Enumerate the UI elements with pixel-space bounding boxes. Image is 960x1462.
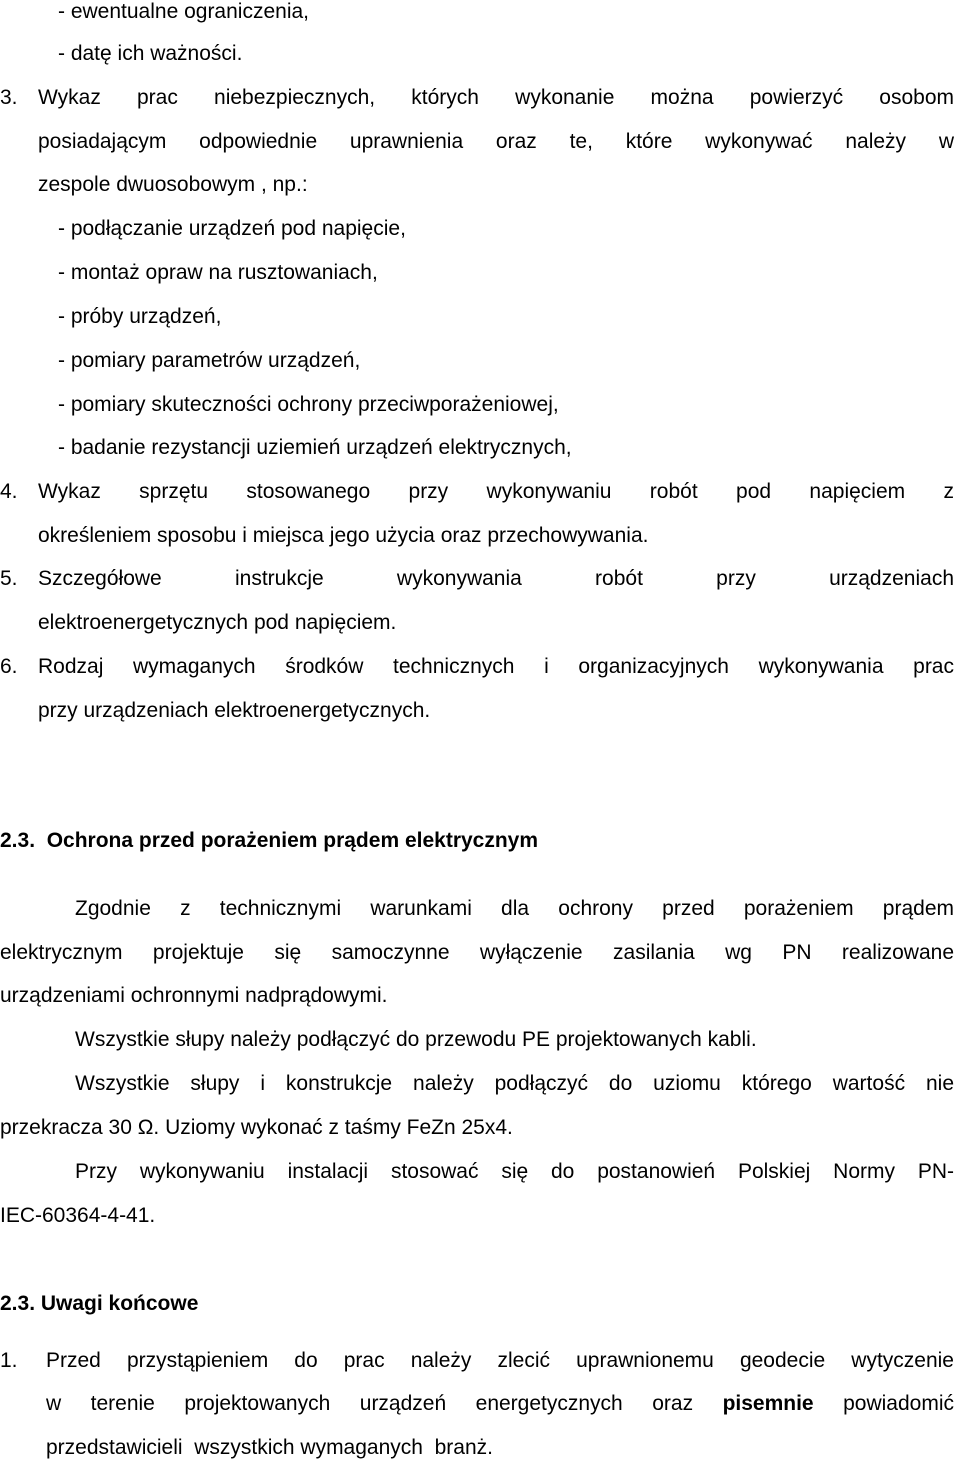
paragraph-line: Wszystkie słupy i konstrukcje należy podłączyć do uziomu którego wartość nie (75, 1072, 954, 1095)
paragraph-line: posiadającym odpowiednie uprawnienia oraz te, które wykonywać należy w (38, 130, 954, 153)
paragraph-line: elektrycznym projektuje się samoczynne wyłączenie zasilania wg PN realizowane (0, 941, 954, 964)
text-run: powiadomić (813, 1392, 954, 1415)
paragraph-line: Szczegółowe instrukcje wykonywania robót przy urządzeniach (38, 567, 954, 590)
paragraph-line: określeniem sposobu i miejsca jego użycia oraz przechowywania. (38, 524, 649, 547)
list-item: - pomiary parametrów urządzeń, (58, 349, 361, 372)
list-number: 5. (0, 567, 18, 590)
paragraph-line: Rodzaj wymaganych środków technicznych i organizacyjnych wykonywania prac (38, 655, 954, 678)
list-item: - badanie rezystancji uziemień urządzeń elektrycznych, (58, 436, 572, 459)
paragraph-line: Wszystkie słupy należy podłączyć do przewodu PE projektowanych kabli. (75, 1028, 757, 1051)
list-number: 3. (0, 86, 18, 109)
list-item: - montaż opraw na rusztowaniach, (58, 261, 378, 284)
list-item: - ewentualne ograniczenia, (58, 0, 309, 23)
list-item: - datę ich ważności. (58, 42, 243, 65)
paragraph-line: urządzeniami ochronnymi nadprądowymi. (0, 984, 388, 1007)
section-heading: 2.3. Ochrona przed porażeniem prądem elektrycznym (0, 829, 539, 852)
list-item: - próby urządzeń, (58, 305, 222, 328)
paragraph-line: Wykaz prac niebezpiecznych, których wykonanie można powierzyć osobom (38, 86, 954, 109)
paragraph-line: Przed przystąpieniem do prac należy zlecić uprawnionemu geodecie wytyczenie (46, 1349, 954, 1372)
text-run: w terenie projektowanych urządzeń energetycznych oraz (46, 1392, 723, 1415)
paragraph-line: elektroenergetycznych pod napięciem. (38, 611, 397, 634)
list-item: - pomiary skuteczności ochrony przeciwporażeniowej, (58, 393, 559, 416)
paragraph-line (46, 1392, 954, 1416)
paragraph-line: przekracza 30 Ω. Uziomy wykonać z taśmy FeZn 25x4. (0, 1116, 513, 1139)
paragraph-line: Wykaz sprzętu stosowanego przy wykonywaniu robót pod napięciem z (38, 480, 954, 503)
list-number: 6. (0, 655, 18, 678)
paragraph-line: przy urządzeniach elektroenergetycznych. (38, 699, 431, 722)
emphasis-text: pisemnie (722, 1392, 814, 1415)
list-number: 1. (0, 1349, 18, 1372)
paragraph-line: przedstawicieli wszystkich wymaganych branż. (46, 1436, 493, 1459)
paragraph-line: Zgodnie z technicznymi warunkami dla ochrony przed porażeniem prądem (75, 897, 954, 920)
paragraph-line: Przy wykonywaniu instalacji stosować się do postanowień Polskiej Normy PN- (75, 1160, 954, 1183)
paragraph-line: zespole dwuosobowym , np.: (38, 173, 308, 196)
paragraph-line: IEC-60364-4-41. (0, 1204, 156, 1227)
list-item: - podłączanie urządzeń pod napięcie, (58, 217, 406, 240)
section-heading: 2.3. Uwagi końcowe (0, 1292, 199, 1315)
list-number: 4. (0, 480, 18, 503)
